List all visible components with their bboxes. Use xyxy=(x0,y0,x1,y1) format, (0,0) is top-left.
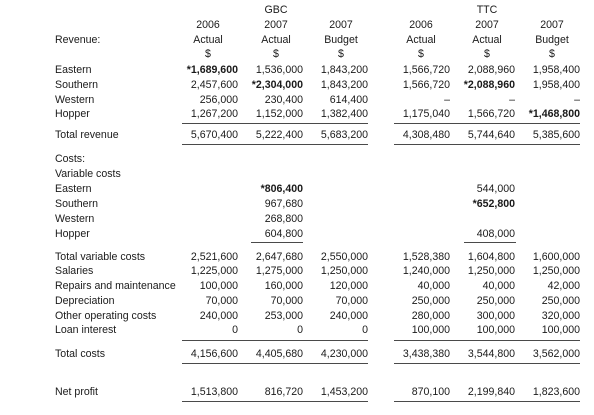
variable-cost-row-label: Western xyxy=(55,213,95,225)
col-header-year: 2007 xyxy=(540,19,564,31)
revenue-row-value: 256,000 xyxy=(199,94,238,106)
cost-row-value: 0 xyxy=(362,324,368,336)
costs-rule-ttc xyxy=(394,340,580,341)
revenue-row-value: 1,843,200 xyxy=(320,64,368,76)
revenue-row-value: 614,400 xyxy=(329,94,368,106)
total-costs-row-value: 4,230,000 xyxy=(320,348,368,360)
cost-row-label: Repairs and maintenance xyxy=(55,280,176,292)
total-costs-rule-ttc xyxy=(394,363,580,364)
revenue-row-label: Southern xyxy=(55,79,98,91)
variable-rule-gbc xyxy=(251,242,303,243)
cost-row-value: 240,000 xyxy=(329,310,368,322)
revenue-row-value: – xyxy=(444,94,450,106)
total-revenue-rule-gbc xyxy=(182,144,368,145)
cost-row-value: 0 xyxy=(232,324,238,336)
revenue-row-value: 2,088,960 xyxy=(467,64,515,76)
revenue-rule-gbc xyxy=(182,123,368,124)
cost-row-label: Other operating costs xyxy=(55,310,157,322)
revenue-row-value: *2,088,960 xyxy=(463,79,515,91)
revenue-row-value: 1,536,000 xyxy=(255,64,303,76)
cost-row-label: Depreciation xyxy=(55,295,115,307)
cost-row-value: 2,550,000 xyxy=(320,251,368,263)
total-revenue-row-value: 5,385,600 xyxy=(532,129,580,141)
total-costs-row-value: 4,405,680 xyxy=(255,348,303,360)
total-costs-row-label: Total costs xyxy=(55,348,106,360)
cost-row-value: 1,225,000 xyxy=(190,265,238,277)
total-costs-rule-gbc xyxy=(182,363,368,364)
cost-row-value: 100,000 xyxy=(541,324,580,336)
cost-row-label: Total variable costs xyxy=(55,251,146,263)
cost-row-value: 320,000 xyxy=(541,310,580,322)
cost-row-value: 70,000 xyxy=(270,295,303,307)
revenue-row-value: – xyxy=(574,94,580,106)
col-header-year: 2006 xyxy=(196,19,220,31)
revenue-row-value: – xyxy=(509,94,515,106)
cost-row-value: 300,000 xyxy=(476,310,515,322)
col-header-unit: $ xyxy=(338,48,344,60)
group-header-ttc: TTC xyxy=(476,4,498,16)
cost-row-value: 250,000 xyxy=(476,295,515,307)
col-header-unit: $ xyxy=(549,48,555,60)
total-revenue-row-value: 5,683,200 xyxy=(320,129,368,141)
revenue-row-value: 1,958,400 xyxy=(532,79,580,91)
variable-cost-row-label: Hopper xyxy=(55,228,90,240)
cost-row-value: 240,000 xyxy=(199,310,238,322)
col-header-type: Budget xyxy=(324,34,358,46)
cost-row-value: 250,000 xyxy=(541,295,580,307)
cost-row-value: 2,521,600 xyxy=(190,251,238,263)
variable-cost-row-label: Eastern xyxy=(55,183,92,195)
revenue-row-value: 2,457,600 xyxy=(190,79,238,91)
costs-rule-gbc xyxy=(182,340,368,341)
cost-row-value: 120,000 xyxy=(329,280,368,292)
cost-row-value: 40,000 xyxy=(417,280,450,292)
cost-row-value: 1,275,000 xyxy=(255,265,303,277)
col-header-unit: $ xyxy=(205,48,211,60)
variable-cost-row-value: 604,800 xyxy=(264,228,303,240)
variable-cost-row-value: *652,800 xyxy=(472,198,515,210)
revenue-row-value: 230,400 xyxy=(264,94,303,106)
col-header-type: Actual xyxy=(193,34,223,46)
cost-row-value: 70,000 xyxy=(205,295,238,307)
cost-row-value: 100,000 xyxy=(476,324,515,336)
col-header-unit: $ xyxy=(484,48,490,60)
col-header-year: 2007 xyxy=(264,19,288,31)
variable-costs-title: Variable costs xyxy=(55,168,121,180)
revenue-row-value: 1,566,720 xyxy=(402,64,450,76)
total-revenue-row-value: 5,670,400 xyxy=(190,129,238,141)
revenue-row-value: 1,382,400 xyxy=(320,108,368,120)
cost-row-value: 250,000 xyxy=(411,295,450,307)
total-costs-row-value: 3,544,800 xyxy=(467,348,515,360)
variable-cost-row-value: *806,400 xyxy=(260,183,303,195)
revenue-row-value: *1,689,600 xyxy=(186,64,238,76)
cost-row-value: 1,604,800 xyxy=(467,251,515,263)
total-costs-row-value: 3,562,000 xyxy=(532,348,580,360)
revenue-row-label: Hopper xyxy=(55,108,90,120)
col-header-unit: $ xyxy=(273,48,279,60)
revenue-title: Revenue: xyxy=(55,34,101,46)
col-header-year: 2006 xyxy=(409,19,433,31)
total-revenue-row-value: 4,308,480 xyxy=(402,129,450,141)
net-profit-rule-ttc xyxy=(394,401,580,402)
variable-cost-row-label: Southern xyxy=(55,198,98,210)
revenue-row-value: *1,468,800 xyxy=(528,108,580,120)
col-header-type: Actual xyxy=(472,34,502,46)
variable-cost-row-value: 268,800 xyxy=(264,213,303,225)
cost-row-value: 1,250,000 xyxy=(467,265,515,277)
cost-row-value: 1,250,000 xyxy=(532,265,580,277)
net-profit-row-value: 2,199,840 xyxy=(467,386,515,398)
total-costs-row-value: 4,156,600 xyxy=(190,348,238,360)
revenue-row-value: 1,267,200 xyxy=(190,108,238,120)
cost-row-value: 1,240,000 xyxy=(402,265,450,277)
variable-cost-row-value: 967,680 xyxy=(264,198,303,210)
cost-row-value: 280,000 xyxy=(411,310,450,322)
cost-row-value: 2,647,680 xyxy=(255,251,303,263)
revenue-rule-ttc xyxy=(394,123,580,124)
variable-cost-row-value: 544,000 xyxy=(476,183,515,195)
col-header-type: Actual xyxy=(406,34,436,46)
cost-row-label: Salaries xyxy=(55,265,94,277)
revenue-row-value: *2,304,000 xyxy=(251,79,303,91)
cost-row-value: 1,600,000 xyxy=(532,251,580,263)
costs-title: Costs: xyxy=(55,153,86,165)
variable-rule-ttc xyxy=(464,242,516,243)
revenue-row-value: 1,843,200 xyxy=(320,79,368,91)
net-profit-rule-gbc xyxy=(182,401,368,402)
revenue-row-value: 1,566,720 xyxy=(467,108,515,120)
net-profit-row-value: 1,453,200 xyxy=(320,386,368,398)
net-profit-row-label: Net profit xyxy=(55,386,98,398)
col-header-unit: $ xyxy=(418,48,424,60)
cost-row-value: 253,000 xyxy=(264,310,303,322)
net-profit-row-value: 870,100 xyxy=(411,386,450,398)
total-revenue-rule-ttc xyxy=(394,144,580,145)
cost-row-label: Loan interest xyxy=(55,324,117,336)
cost-row-value: 160,000 xyxy=(264,280,303,292)
revenue-row-label: Eastern xyxy=(55,64,92,76)
cost-row-value: 1,528,380 xyxy=(402,251,450,263)
col-header-type: Budget xyxy=(535,34,569,46)
cost-row-value: 1,250,000 xyxy=(320,265,368,277)
group-header-gbc: GBC xyxy=(264,4,288,16)
total-costs-row-value: 3,438,380 xyxy=(402,348,450,360)
net-profit-row-value: 816,720 xyxy=(264,386,303,398)
col-header-type: Actual xyxy=(261,34,291,46)
revenue-row-value: 1,958,400 xyxy=(532,64,580,76)
cost-row-value: 100,000 xyxy=(411,324,450,336)
cost-row-value: 0 xyxy=(297,324,303,336)
total-revenue-row-label: Total revenue xyxy=(55,129,119,141)
variable-cost-row-value: 408,000 xyxy=(476,228,515,240)
total-revenue-row-value: 5,222,400 xyxy=(255,129,303,141)
cost-row-value: 40,000 xyxy=(482,280,515,292)
revenue-row-value: 1,175,040 xyxy=(402,108,450,120)
cost-row-value: 42,000 xyxy=(547,280,580,292)
revenue-row-value: 1,566,720 xyxy=(402,79,450,91)
total-revenue-row-value: 5,744,640 xyxy=(467,129,515,141)
net-profit-row-value: 1,823,600 xyxy=(532,386,580,398)
revenue-row-label: Western xyxy=(55,94,95,106)
cost-row-value: 100,000 xyxy=(199,280,238,292)
revenue-row-value: 1,152,000 xyxy=(255,108,303,120)
col-header-year: 2007 xyxy=(475,19,499,31)
col-header-year: 2007 xyxy=(329,19,353,31)
net-profit-row-value: 1,513,800 xyxy=(190,386,238,398)
cost-row-value: 70,000 xyxy=(335,295,368,307)
